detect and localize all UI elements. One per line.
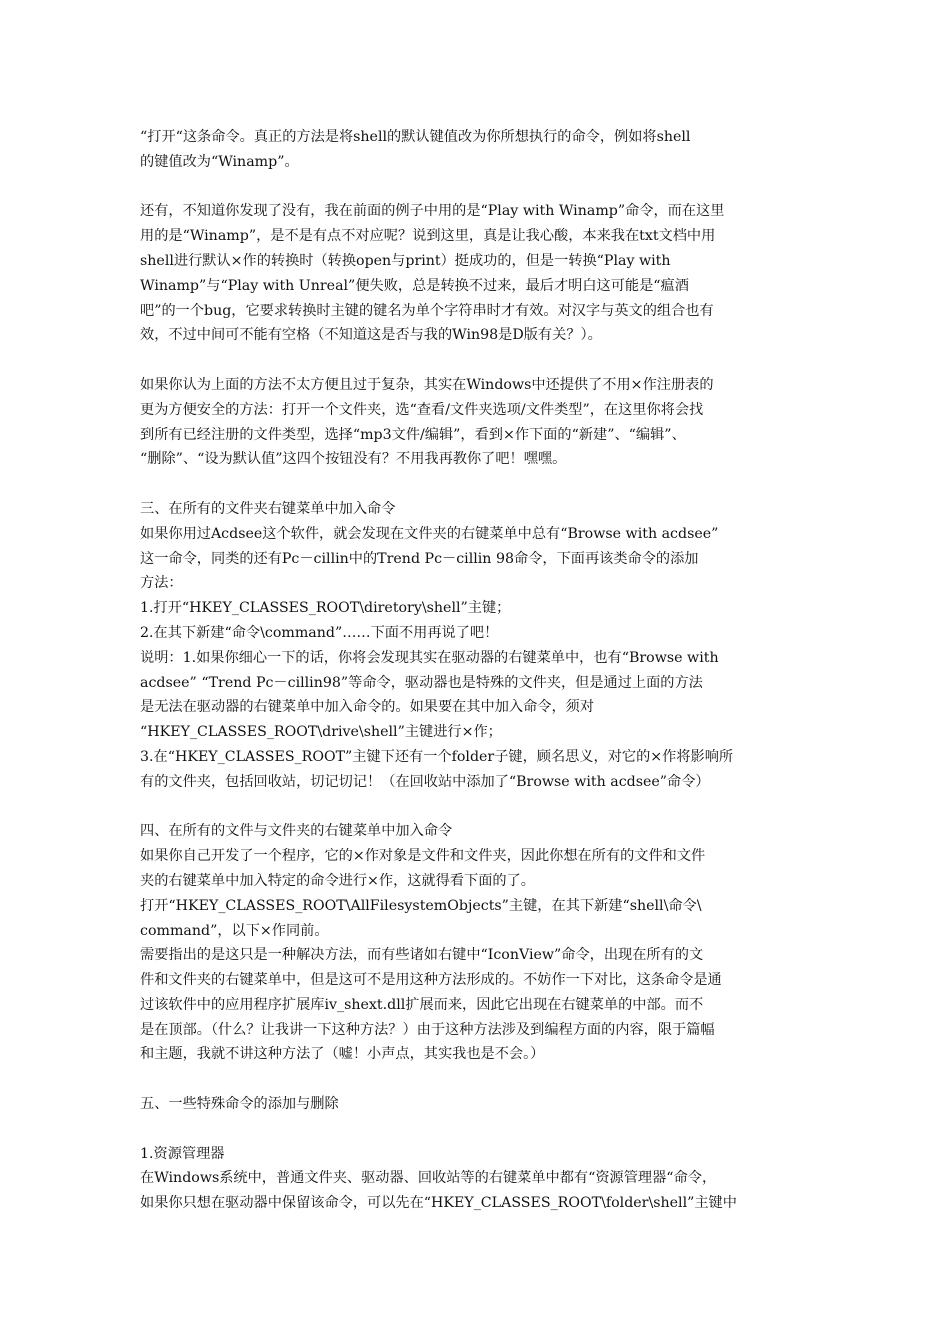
text-line: 说明：1.如果你细心一下的话，你将会发现其实在驱动器的右键菜单中，也有“Browse with	[140, 649, 719, 666]
text-line: command”，以下×作同前。	[140, 922, 329, 939]
text-line: 三、在所有的文件夹右键菜单中加入命令	[140, 500, 396, 517]
text-line: 1.资源管理器	[140, 1145, 225, 1162]
text-line: 效，不过中间可不能有空格（不知道这是否与我的Win98是D版有关？）。	[140, 327, 602, 344]
text-line: 方法：	[140, 575, 183, 592]
text-line: 更为方便安全的方法：打开一个文件夹，选“查看/文件夹选项/文件类型”，在这里你将会找	[140, 401, 704, 418]
text-line: 是在顶部。（什么？让我讲一下这种方法？）由于这种方法涉及到编程方面的内容，限于篇幅	[140, 1021, 715, 1038]
text-line: shell进行默认×作的转换时（转换open与print）挺成功的，但是一转换“Play with	[140, 252, 671, 269]
text-line: 五、一些特殊命令的添加与删除	[140, 1096, 339, 1113]
text-line: 如果你只想在驱动器中保留该命令，可以先在“HKEY_CLASSES_ROOT\folder\shell”主键中	[140, 1195, 737, 1212]
text-line: 1.打开“HKEY_CLASSES_ROOT\diretory\shell”主键；	[140, 600, 511, 617]
text-line: 有的文件夹，包括回收站，切记切记！（在回收站中添加了“Browse with acdsee”命令）	[140, 773, 710, 790]
text-line: Winamp”与“Play with Unreal”便失败，总是转换不过来，最后才明白这可能是“瘟酒	[140, 277, 689, 294]
text-line: “打开“这条命令。真正的方法是将shell的默认键值改为你所想执行的命令，例如将shell	[140, 129, 691, 145]
text-line: 到所有已经注册的文件类型，选择“mp3文件/编辑”，看到×作下面的“新建”、“编辑”、	[140, 426, 686, 443]
text-line: 在Windows系统中，普通文件夹、驱动器、回收站等的右键菜单中都有“资源管理器“命令，	[140, 1170, 717, 1187]
paragraph-break	[140, 175, 812, 200]
text-line: 夹的右键菜单中加入特定的命令进行×作，这就得看下面的了。	[140, 872, 535, 889]
text-line: 这一命令，同类的还有Pc－cillin中的Trend Pc－cillin 98命令，下面再该类命令的添加	[140, 550, 699, 567]
text-line: 打开“HKEY_CLASSES_ROOT\AllFilesystemObjects”主键，在其下新建“shell\命令\	[140, 897, 702, 914]
text-line: 的键值改为“Winamp”。	[140, 153, 299, 170]
text-line: 需要指出的是这只是一种解决方法，而有些诸如右键中“IconView”命令，出现在所有的文	[140, 947, 704, 964]
text-line: 如果你自己开发了一个程序，它的×作对象是文件和文件夹，因此你想在所有的文件和文件	[140, 848, 706, 865]
text-line: 四、在所有的文件与文件夹的右键菜单中加入命令	[140, 823, 453, 840]
paragraph-break	[140, 472, 812, 497]
text-line: 3.在“HKEY_CLASSES_ROOT”主键下还有一个folder子键，顾名思义，对它的×作将影响所	[140, 748, 734, 765]
text-line: “HKEY_CLASSES_ROOT\drive\shell”主键进行×作；	[140, 724, 502, 741]
text-line: 还有，不知道你发现了没有，我在前面的例子中用的是“Play with Winamp”命令，而在这里	[140, 203, 725, 220]
text-line: “删除”、“设为默认值”这四个按钮没有？不用我再教你了吧！嘿嘿。	[140, 451, 567, 468]
document-body	[140, 125, 812, 1216]
text-line: 如果你用过Acdsee这个软件，就会发现在文件夹的右键菜单中总有“Browse with acdsee”	[140, 525, 719, 542]
text-line: 用的是“Winamp”，是不是有点不对应呢？说到这里，真是让我心酸，本来我在txt文档中用	[140, 228, 716, 245]
text-line: 件和文件夹的右键菜单中，但是这可不是用这种方法形成的。不妨作一下对比，这条命令是通	[140, 972, 722, 989]
text-line: acdsee” “Trend Pc－cillin98”等命令，驱动器也是特殊的文件夹，但是通过上面的方法	[140, 674, 703, 691]
text-line: 是无法在驱动器的右键菜单中加入命令的。如果要在其中加入命令，须对	[140, 699, 595, 716]
paragraph-break	[140, 1117, 812, 1142]
text-line: 如果你认为上面的方法不太方便且过于复杂，其实在Windows中还提供了不用×作注册表的	[140, 376, 714, 393]
paragraph-break	[140, 1067, 812, 1092]
text-line: 过该软件中的应用程序扩展库iv_shext.dll扩展而来，因此它出现在右键菜单的中部。而不	[140, 996, 704, 1013]
paragraph-break	[140, 348, 812, 373]
text-line: 和主题，我就不讲这种方法了（嘘！小声点，其实我也是不会。）	[140, 1046, 545, 1063]
text-line: 吧”的一个bug，它要求转换时主键的键名为单个字符串时才有效。对汉字与英文的组合也有	[140, 302, 714, 319]
text-line: 2.在其下新建“命令\command”……下面不用再说了吧！	[140, 624, 499, 641]
paragraph-break	[140, 795, 812, 820]
